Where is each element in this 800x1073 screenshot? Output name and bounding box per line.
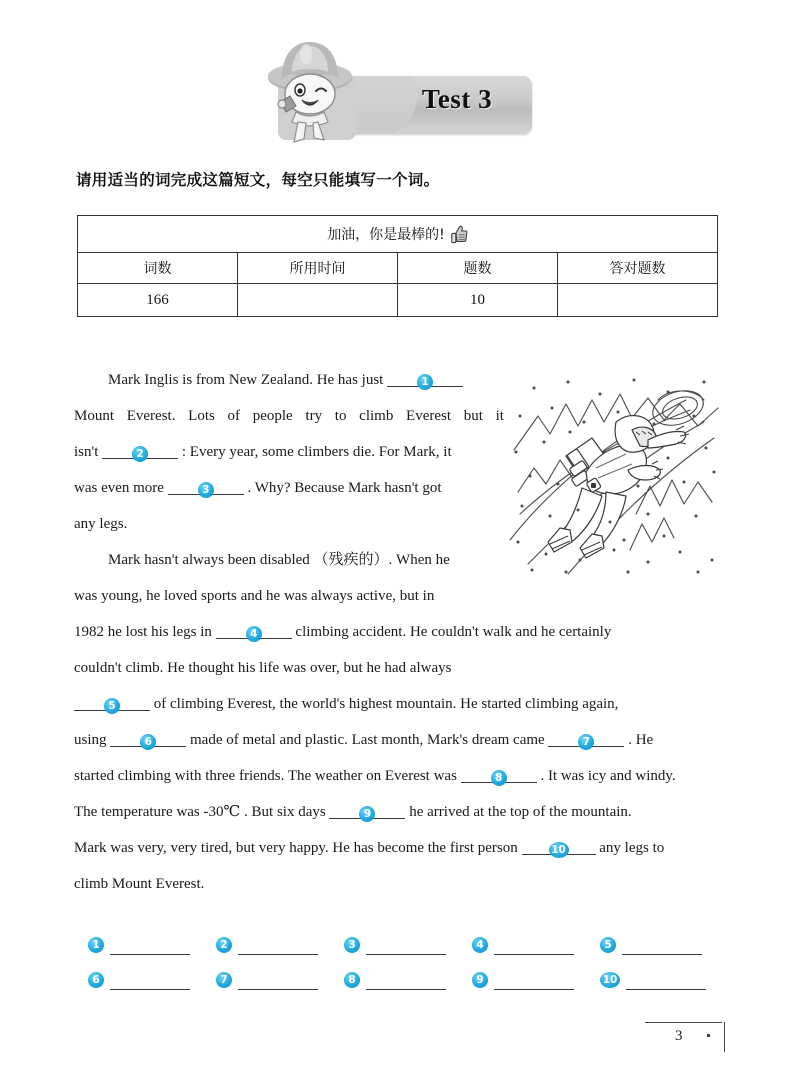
answer-item-6[interactable] xyxy=(88,975,216,991)
passage-blank-8[interactable] xyxy=(461,762,537,783)
passage-blank-2[interactable] xyxy=(102,438,178,459)
cheer-cell xyxy=(78,216,718,253)
passage-blank-4[interactable] xyxy=(216,618,292,639)
passage-text-run: made of metal and plastic. Last month, Mark's dream came xyxy=(186,732,549,748)
blank-number-badge-5: 5 xyxy=(104,698,120,714)
passage-text-run: was even more xyxy=(74,480,168,496)
passage-text-run: . He xyxy=(624,732,654,748)
passage-text-run: Mark hasn't always been disabled （残疾的）. When he xyxy=(108,552,450,568)
passage-line-12 xyxy=(74,758,720,794)
passage-text-run: : Every year, some climbers die. For Mark, it xyxy=(178,444,452,460)
passage-text-run: was young, he loved sports and he was always active, but in xyxy=(74,588,435,604)
passage-blank-6[interactable] xyxy=(110,726,186,747)
table-row-cheer xyxy=(78,216,718,253)
blank-number-badge-2: 2 xyxy=(132,446,148,462)
col-header-correct-count: 答对题数 xyxy=(558,253,718,284)
passage-blank-3[interactable] xyxy=(168,474,244,495)
passage-word: Everest xyxy=(406,408,452,424)
passage-text-run: climbing accident. He couldn't walk and he certainly xyxy=(291,624,612,640)
passage-text-run: isn't xyxy=(74,444,103,460)
passage-text-run: of climbing Everest, the world's highest mountain. He started climbing again, xyxy=(150,696,619,712)
passage-word: Lots xyxy=(188,408,215,424)
footer-corner-rule xyxy=(724,1022,725,1052)
passage-blank-7[interactable] xyxy=(548,726,624,747)
answer-item-5[interactable] xyxy=(600,940,728,956)
col-header-time-used: 所用时间 xyxy=(238,253,398,284)
value-time-used[interactable] xyxy=(238,284,398,317)
passage-line-8 xyxy=(74,614,720,650)
passage-blank-1[interactable] xyxy=(387,366,463,387)
footer-dot xyxy=(707,1034,710,1037)
passage-line-5 xyxy=(74,506,504,542)
answer-row-1 xyxy=(88,930,728,965)
answer-item-9[interactable] xyxy=(472,975,600,991)
answer-item-10[interactable] xyxy=(600,975,728,991)
passage-text-run: climb Mount Everest. xyxy=(74,876,205,892)
cowboy-mascot-icon xyxy=(262,38,358,148)
col-header-question-count: 题数 xyxy=(398,253,558,284)
passage-text-run: started climbing with three friends. The weather on Everest was xyxy=(74,768,461,784)
passage-text-run: The temperature was -30℃ . But six days xyxy=(74,804,330,820)
value-question-count: 10 xyxy=(398,284,558,317)
passage-word: people xyxy=(252,408,293,424)
passage-line-11 xyxy=(74,722,720,758)
passage-word: climb xyxy=(359,408,394,424)
blank-number-badge-4: 4 xyxy=(246,626,262,642)
passage-blank-9[interactable] xyxy=(329,798,405,819)
passage-text-run: any legs. xyxy=(74,516,128,532)
passage-text-run: using xyxy=(74,732,111,748)
answer-number-badge-9: 9 xyxy=(472,972,488,988)
passage-line-14 xyxy=(74,830,720,866)
thumbs-up-icon xyxy=(451,225,468,244)
passage-line-7 xyxy=(74,578,504,614)
blank-number-badge-6: 6 xyxy=(140,734,156,750)
page-footer xyxy=(645,1022,725,1056)
answer-item-7[interactable] xyxy=(216,975,344,991)
answer-item-4[interactable] xyxy=(472,940,600,956)
passage-word: Mount xyxy=(74,408,115,424)
passage-text-run: he arrived at the top of the mountain. xyxy=(405,804,632,820)
passage-line-2 xyxy=(74,398,504,434)
passage-line-3 xyxy=(74,434,504,470)
cheer-text: 加油，你是最棒的! xyxy=(327,227,445,243)
answer-number-badge-1: 1 xyxy=(88,937,104,953)
instruction-text: 请用适当的词完成这篇短文，每空只能填写一个词。 xyxy=(76,171,440,189)
passage-word: it xyxy=(495,408,504,424)
passage-text-run: 1982 he lost his legs in xyxy=(74,624,216,640)
answer-write-line-2[interactable] xyxy=(238,940,318,955)
answer-item-2[interactable] xyxy=(216,940,344,956)
blank-number-badge-1: 1 xyxy=(417,374,433,390)
passage-text-run: couldn't climb. He thought his life was over, but he had always xyxy=(74,660,452,676)
answer-number-badge-7: 7 xyxy=(216,972,232,988)
answer-write-line-6[interactable] xyxy=(110,975,190,990)
answer-number-badge-3: 3 xyxy=(344,937,360,953)
test-banner xyxy=(262,38,532,148)
passage-word: Everest. xyxy=(126,408,176,424)
answer-write-line-5[interactable] xyxy=(622,940,702,955)
answer-number-badge-2: 2 xyxy=(216,937,232,953)
passage-word: try xyxy=(305,408,323,424)
answer-item-3[interactable] xyxy=(344,940,472,956)
answer-write-line-8[interactable] xyxy=(366,975,446,990)
answer-number-badge-8: 8 xyxy=(344,972,360,988)
passage-text-run: any legs to xyxy=(595,840,665,856)
answer-write-line-9[interactable] xyxy=(494,975,574,990)
value-word-count: 166 xyxy=(78,284,238,317)
passage-line-10 xyxy=(74,686,720,722)
passage-line-15 xyxy=(74,866,720,902)
table-row-values xyxy=(78,284,718,317)
answer-write-line-3[interactable] xyxy=(366,940,446,955)
answer-write-line-10[interactable] xyxy=(626,975,706,990)
passage-text-run: Mark Inglis is from New Zealand. He has just xyxy=(108,372,388,388)
answer-write-line-4[interactable] xyxy=(494,940,574,955)
answer-item-8[interactable] xyxy=(344,975,472,991)
passage-line-9 xyxy=(74,650,720,686)
footer-rule xyxy=(645,1022,722,1023)
banner-title: Test 3 xyxy=(421,84,493,114)
table-row-headers xyxy=(78,253,718,284)
passage-line-13 xyxy=(74,794,720,830)
passage-blank-10[interactable] xyxy=(522,834,596,855)
answer-number-badge-10: 10 xyxy=(600,972,620,988)
blank-number-badge-7: 7 xyxy=(578,734,594,750)
passage-word: to xyxy=(334,408,347,424)
answer-number-badge-6: 6 xyxy=(88,972,104,988)
answer-blanks-section xyxy=(88,930,728,1000)
blank-number-badge-3: 3 xyxy=(198,482,214,498)
value-correct-count[interactable] xyxy=(558,284,718,317)
answer-item-1[interactable] xyxy=(88,940,216,956)
passage-blank-5[interactable] xyxy=(74,690,150,711)
passage-line-1 xyxy=(74,362,504,398)
col-header-word-count: 词数 xyxy=(78,253,238,284)
passage-text xyxy=(74,362,720,902)
answer-write-line-1[interactable] xyxy=(110,940,190,955)
passage-line-6 xyxy=(74,542,504,578)
stats-table xyxy=(77,215,718,317)
passage-text-run: . It was icy and windy. xyxy=(536,768,676,784)
answer-row-2 xyxy=(88,965,728,1000)
passage-word: of xyxy=(227,408,241,424)
answer-number-badge-5: 5 xyxy=(600,937,616,953)
header-area xyxy=(0,30,800,150)
passage-line-4 xyxy=(74,470,504,506)
passage-text-run: . Why? Because Mark hasn't got xyxy=(243,480,442,496)
blank-number-badge-10: 10 xyxy=(549,842,569,858)
blank-number-badge-8: 8 xyxy=(491,770,507,786)
page-number: 3 xyxy=(675,1028,683,1044)
answer-number-badge-4: 4 xyxy=(472,937,488,953)
passage-word: but xyxy=(463,408,483,424)
answer-write-line-7[interactable] xyxy=(238,975,318,990)
blank-number-badge-9: 9 xyxy=(359,806,375,822)
passage-text-run: Mark was very, very tired, but very happy. He has become the first person xyxy=(74,840,522,856)
